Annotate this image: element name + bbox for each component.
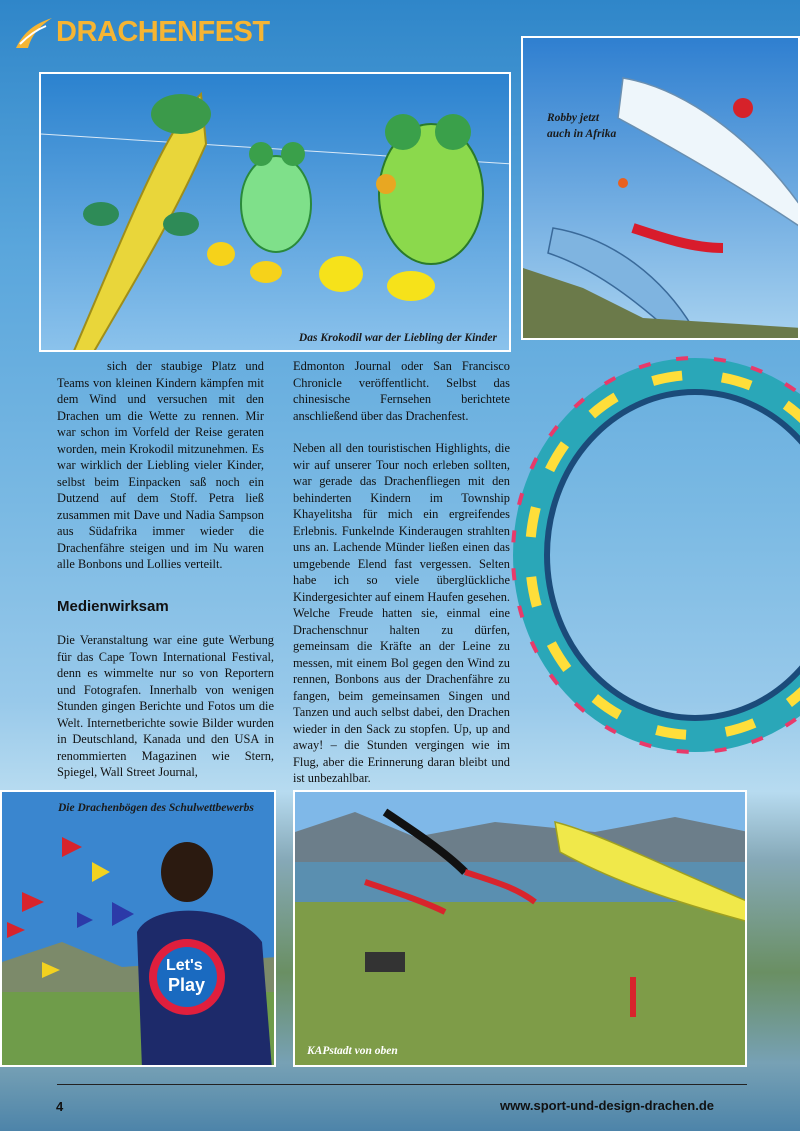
photo-caption-robby-line1: Robby jetzt	[547, 112, 600, 124]
article-column-1-intro	[57, 358, 264, 589]
photo-caption-school: Die Drachenbögen des Schulwettbewerbs	[58, 802, 254, 814]
magazine-title: DRACHENFEST	[56, 16, 270, 48]
photo-aerial-festival	[293, 790, 747, 1067]
article-paragraph: Die Veranstaltung war eine gute Werbung für das Cape Town International Festival, denn es wimmelte nur so von Reportern und Fotografen. Innerhalb von wenigen Stunden gingen Berichte und Fotos um die Welt. Internetberichte sowie Bilder wurden in Deutschland, Kanada und den USA in renommierten Magazinen wie Stern, Spiegel, Wall Street Journal,	[57, 633, 274, 779]
section-heading: Medienwirksam	[57, 598, 169, 615]
footer-divider	[57, 1084, 747, 1085]
shirt-text-line2: Play	[168, 975, 206, 995]
photo-school-kites	[0, 790, 276, 1067]
photo-caption-crocodile: Das Krokodil war der Liebling der Kinder	[298, 332, 497, 344]
article-paragraph: Edmonton Journal oder San Francisco Chronicle veröffentlicht. Selbst das chinesische Fernsehen berichtete anschließend über das Drachenfest.	[293, 359, 510, 423]
footer-website-link[interactable]: www.sport-und-design-drachen.de	[500, 1098, 715, 1113]
ring-kite-graphic	[505, 355, 800, 755]
photo-caption-robby-line2: auch in Afrika	[547, 128, 617, 140]
photo-crocodile-kites	[39, 72, 511, 352]
page-number: 4	[56, 1099, 64, 1114]
photo-robby-kites	[521, 36, 800, 340]
article-paragraph: Neben all den touristischen Highlights, die wir auf unserer Tour noch erleben sollten, war gerade das Drachenfliegen mit den behinderten Kindern im Township Khayelitsha für mich ein ergreifendes Erlebnis. Funkelnde Kinderaugen strahlten uns an. Lachende Münder ließen einen das umgebende Elend fast vergessen. Selten habe ich so viele überglückliche Kindergesichter auf einem Haufen gesehen. Welche Freude hatten sie, einmal eine Drachenschnur halten zu dürfen, gemeinsam die Kräfte an der Leine zu messen, mit einem Bol gegen den Wind zu rennen, Bonbons aus der Drachenfähre zu fangen, beim gemeinsamen Singen und Tanzen und auch selbst dabei, den Drachen wieder in den Sack zu stopfen. Up, up and away! – die Stunden vergingen wie im Flug, aber die Erinnerung daran bleibt und ist unbezahlbar.	[293, 441, 510, 785]
article-column-1-media	[57, 632, 274, 797]
shirt-text-line1: Let's	[166, 957, 203, 974]
article-paragraph: sich der staubige Platz und Teams von kleinen Kindern kämpfen mit dem Wind und versuchen mit den Drachen um die Wette zu rennen. Mir war schon im Vorfeld der Reise geraten worden, mein Krokodil mitzunehmen. Es war wirklich der Liebling vieler Kinder, selbst beim Einpacken saß noch ein Dutzend auf dem Stoff. Petra ließ zusammen mit Dave und Nadia Sampson aus Südafrika immer wieder die Drachenfähre steigen und im Nu waren alle Bonbons und Lollies verteilt.	[57, 359, 264, 571]
article-column-2	[293, 358, 510, 803]
photo-caption-aerial: KAPstadt von oben	[307, 1045, 398, 1057]
swoosh-logo-icon	[14, 14, 54, 54]
